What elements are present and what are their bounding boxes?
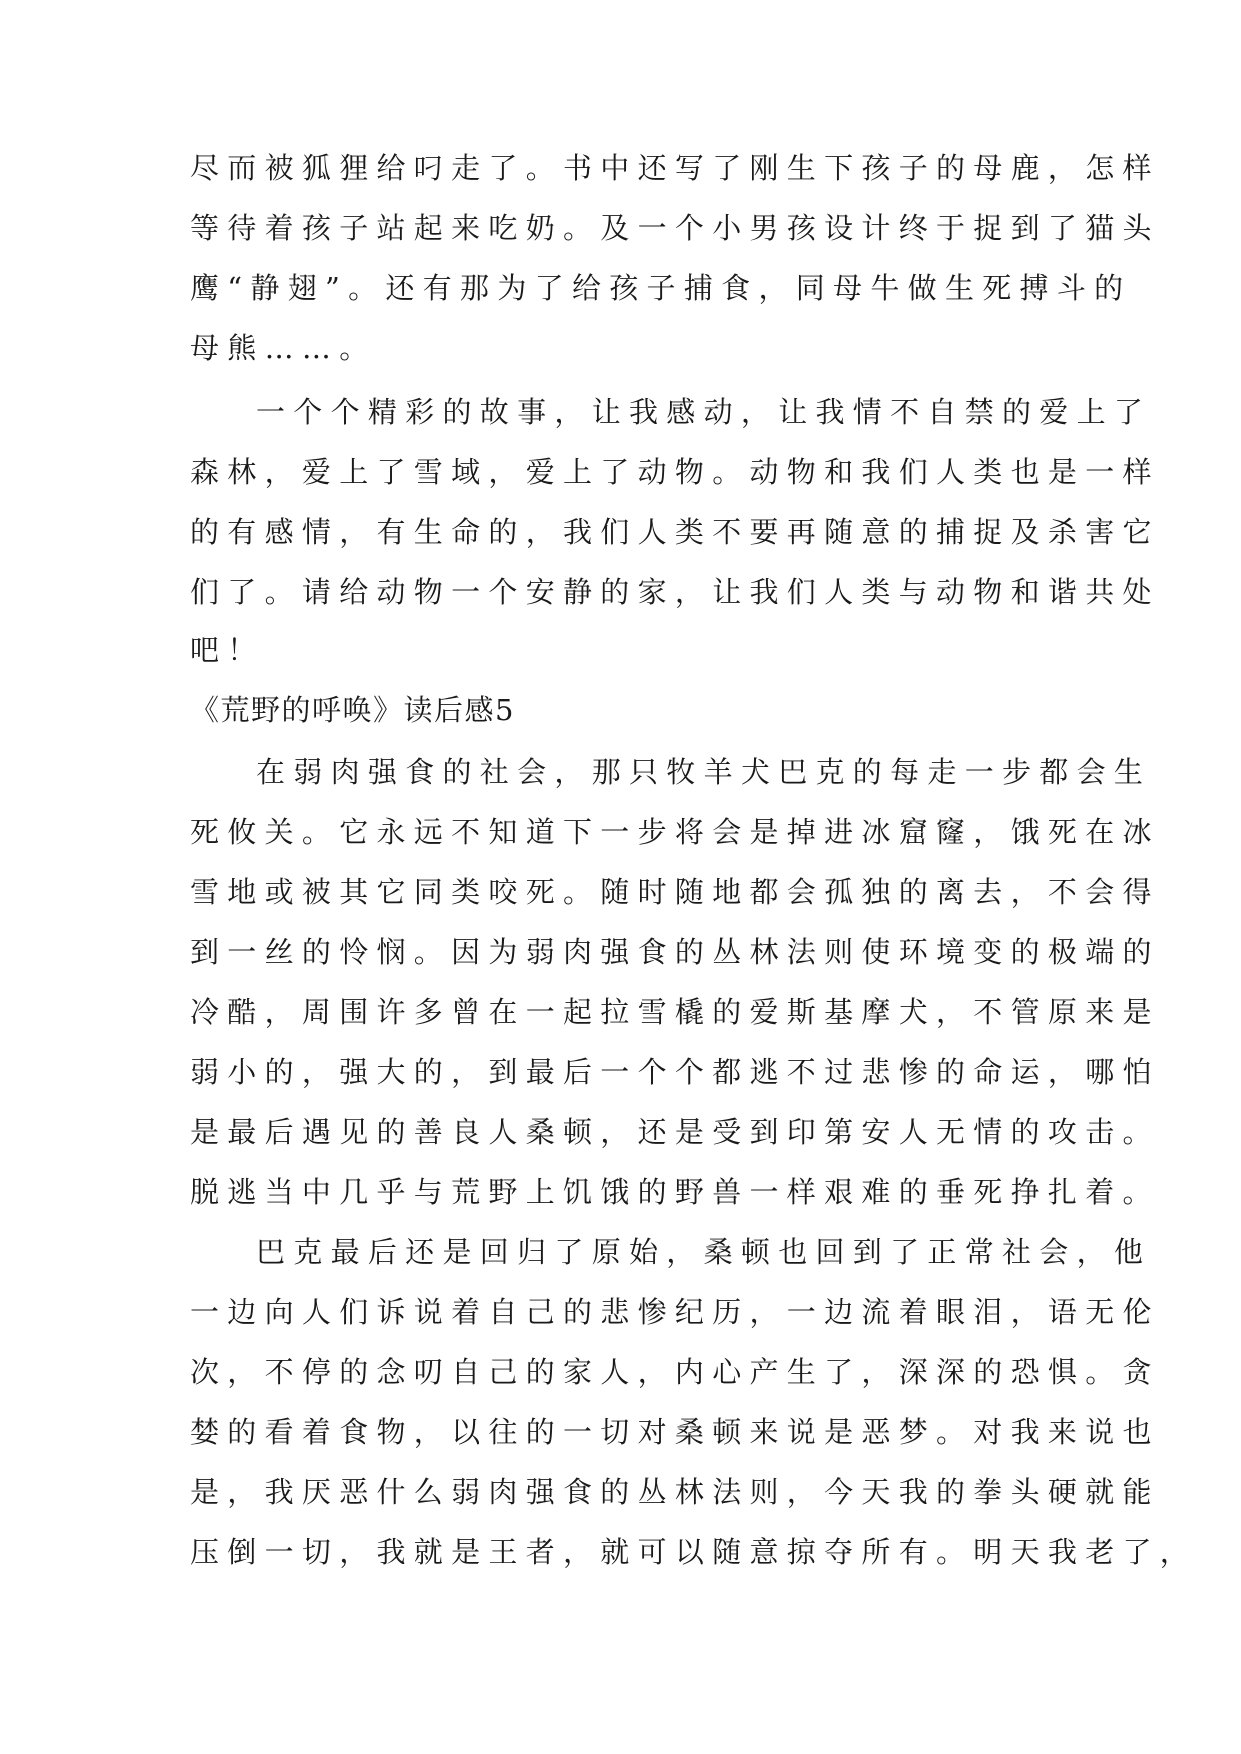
text-line: 婪的看着食物，以往的一切对桑顿来说是恶梦。对我来说也 (190, 1415, 1160, 1449)
text-line: 次，不停的念叨自己的家人，内心产生了，深深的恐惧。贪 (190, 1355, 1160, 1389)
text-line: 等待着孩子站起来吃奶。及一个小男孩设计终于捉到了猫头 (190, 211, 1160, 245)
text-line: 到一丝的怜悯。因为弱肉强食的丛林法则使环境变的极端的 (190, 935, 1160, 969)
text-line: 一个个精彩的故事，让我感动，让我情不自禁的爱上了 (256, 395, 1152, 429)
text-line: 压倒一切，我就是王者，就可以随意掠夺所有。明天我老了， (190, 1535, 1198, 1569)
text-line: 尽而被狐狸给叼走了。书中还写了刚生下孩子的母鹿，怎样 (190, 151, 1160, 185)
text-line: 是，我厌恶什么弱肉强食的丛林法则，今天我的拳头硬就能 (190, 1475, 1160, 1509)
section-heading: 《荒野的呼唤》读后感5 (190, 693, 515, 727)
text-line: 是最后遇见的善良人桑顿，还是受到印第安人无情的攻击。 (190, 1115, 1160, 1149)
text-line: 死攸关。它永远不知道下一步将会是掉进冰窟窿，饿死在冰 (190, 815, 1160, 849)
text-line: 的有感情，有生命的，我们人类不要再随意的捕捉及杀害它 (190, 515, 1160, 549)
text-line: 鹰“静翅”。还有那为了给孩子捕食，同母牛做生死搏斗的 (190, 271, 1132, 305)
text-line: 冷酷，周围许多曾在一起拉雪橇的爱斯基摩犬，不管原来是 (190, 995, 1160, 1029)
text-line: 们了。请给动物一个安静的家，让我们人类与动物和谐共处 (190, 575, 1160, 609)
text-line: 母熊……。 (190, 331, 377, 365)
text-line: 吧！ (190, 633, 265, 667)
text-line: 脱逃当中几乎与荒野上饥饿的野兽一样艰难的垂死挣扎着。 (190, 1175, 1160, 1209)
text-line: 雪地或被其它同类咬死。随时随地都会孤独的离去，不会得 (190, 875, 1160, 909)
text-line: 巴克最后还是回归了原始，桑顿也回到了正常社会，他 (256, 1235, 1152, 1269)
text-line: 一边向人们诉说着自己的悲惨纪历，一边流着眼泪，语无伦 (190, 1295, 1160, 1329)
text-line: 森林，爱上了雪域，爱上了动物。动物和我们人类也是一样 (190, 455, 1160, 489)
text-line: 弱小的，强大的，到最后一个个都逃不过悲惨的命运，哪怕 (190, 1055, 1160, 1089)
text-line: 在弱肉强食的社会，那只牧羊犬巴克的每走一步都会生 (256, 755, 1152, 789)
